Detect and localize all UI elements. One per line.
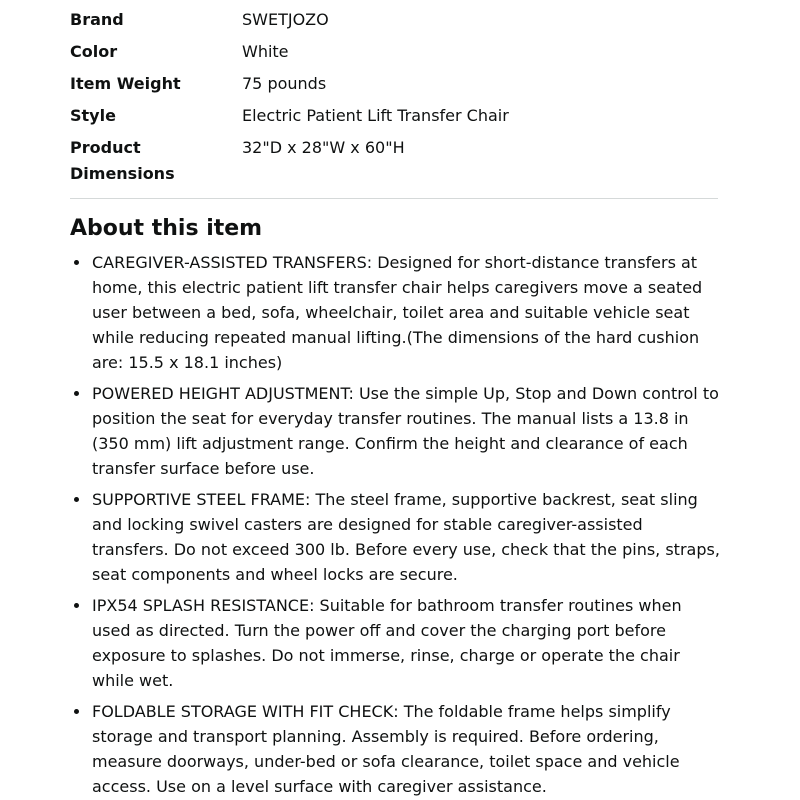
spec-value: Electric Patient Lift Transfer Chair — [242, 106, 509, 125]
spec-label: Item Weight — [70, 74, 181, 93]
feature-bullet: CAREGIVER-ASSISTED TRANSFERS: Designed for short-distance transfers at home, this electric patient lift transfer chair helps caregivers move a seated user between a bed, sofa, wheelchair, toilet area and suitable vehicle seat while reducing repeated manual lifting.(The dimensions of the hard cushion are: 15.5 x 18.1 inches) — [92, 250, 720, 375]
spec-table — [70, 4, 690, 190]
spec-row-brand — [70, 4, 690, 36]
spec-label: Product Dimensions — [70, 138, 175, 183]
spec-value: 75 pounds — [242, 74, 327, 93]
spec-label: Brand — [70, 10, 124, 29]
feature-bullet: POWERED HEIGHT ADJUSTMENT: Use the simple Up, Stop and Down control to position the seat for everyday transfer routines. The manual lists a 13.8 in (350 mm) lift adjustment range. Confirm the height and clearance of each transfer surface before use. — [92, 381, 720, 481]
spec-row-style — [70, 100, 690, 132]
spec-value: 32"D x 28"W x 60"H — [242, 138, 405, 157]
spec-row-item-weight — [70, 68, 690, 100]
feature-bullet: FOLDABLE STORAGE WITH FIT CHECK: The foldable frame helps simplify storage and transport planning. Assembly is required. Before ordering, measure doorways, under-bed or sofa clearance, toilet space and vehicle access. Use on a level surface with caregiver assistance. — [92, 699, 720, 799]
about-heading: About this item — [70, 216, 263, 241]
spec-label: Style — [70, 106, 116, 125]
spec-value: SWETJOZO — [242, 10, 329, 29]
feature-bullet-list — [70, 250, 720, 799]
feature-bullet: SUPPORTIVE STEEL FRAME: The steel frame, supportive backrest, seat sling and locking swivel casters are designed for stable caregiver-assisted transfers. Do not exceed 300 lb. Before every use, check that the pins, straps, seat components and wheel locks are secure. — [92, 487, 720, 587]
section-divider — [70, 198, 718, 199]
spec-value: White — [242, 42, 289, 61]
spec-row-color — [70, 36, 690, 68]
product-details — [70, 0, 720, 800]
spec-label: Color — [70, 42, 118, 61]
spec-row-product-dimensions — [70, 132, 690, 190]
feature-bullet: IPX54 SPLASH RESISTANCE: Suitable for bathroom transfer routines when used as directed. Turn the power off and cover the charging port before exposure to splashes. Do not immerse, rinse, charge or operate the chair while wet. — [92, 593, 720, 693]
